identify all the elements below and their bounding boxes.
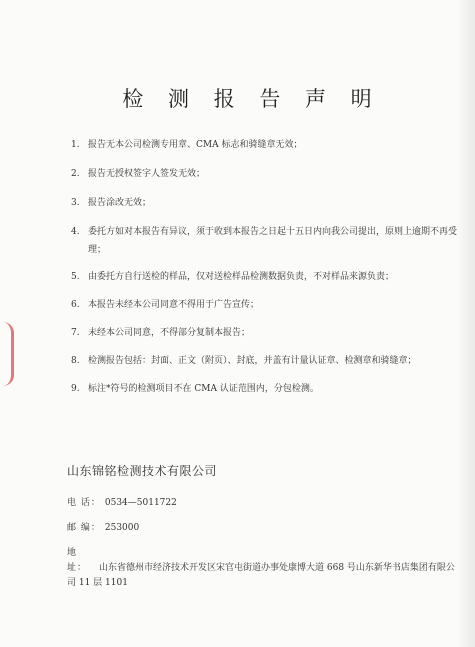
postal-line [67,520,139,533]
item-number: 5. [71,272,80,282]
statement-item [71,352,461,370]
statement-item [71,165,461,183]
statement-item [71,194,461,212]
statement-item [71,380,461,398]
phone-line [67,495,177,508]
address-line [67,546,462,591]
phone-number: 0534—5011722 [104,498,177,508]
item-text: 检测报告包括：封面、正文（附页）、封底，并盖有计量认证章、检测章和骑缝章； [88,356,417,366]
statement-list [71,136,461,408]
item-text: 报告涂改无效； [88,198,152,208]
item-text: 未经本公司同意，不得部分复制本报告； [88,328,251,338]
item-number: 3. [71,198,80,208]
item-number: 2. [71,169,80,179]
postal-code: 253000 [104,523,140,533]
seal-edge-mark [3,322,14,386]
item-number: 9. [71,384,80,394]
item-number: 8. [71,356,80,366]
item-number: 4. [71,227,80,237]
statement-item [71,296,461,314]
statement-item [71,136,461,154]
company-name: 山东锦铭检测技术有限公司 [67,464,218,478]
address-text: 山东省德州市经济技术开发区宋官屯街道办事处康博大道 668 号山东新华书店集团有限公司 11 层 1101 [67,563,455,588]
phone-label: 电 话： [67,498,101,508]
item-number: 6. [71,300,80,310]
statement-item [71,324,461,342]
item-text: 报告无本公司检测专用章、CMA 标志和骑缝章无效； [88,140,303,150]
statement-item [71,223,461,259]
document-title: 检 测 报 告 声 明 [122,87,381,111]
item-number: 7. [71,328,80,338]
item-text: 本报告未经本公司同意不得用于广告宣传； [88,300,260,310]
item-text: 标注*符号的检测项目不在 CMA 认证范围内，分包检测。 [88,384,319,394]
item-text: 报告无授权签字人签发无效； [88,169,206,179]
postal-label: 邮 编： [67,523,101,533]
item-text: 委托方如对本报告有异议，须于收到本报告之日起十五日内向我公司提出，原则上逾期不再受理； [88,227,458,255]
address-label: 地 址： [67,548,88,573]
item-number: 1. [71,140,80,150]
item-text: 由委托方自行送检的样品，仅对送检样品检测数据负责，不对样品来源负责； [88,272,395,282]
statement-item [71,268,461,286]
